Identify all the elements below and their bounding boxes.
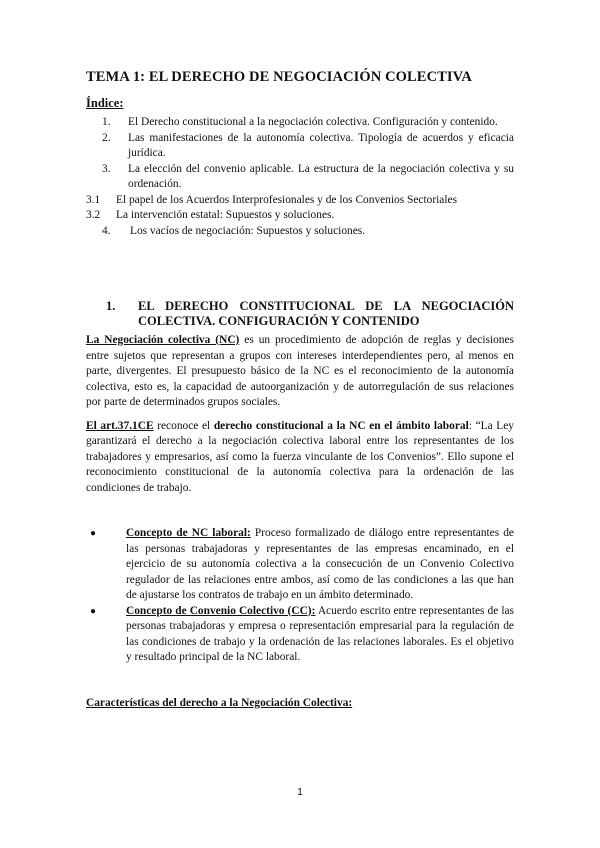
toc-item-text: Las manifestaciones de la autonomía colectiva. Tipología de acuerdos y eficacia jurídica. xyxy=(128,131,514,159)
section-title: EL DERECHO CONSTITUCIONAL DE LA NEGOCIACIÓN COLECTIVA. CONFIGURACIÓN Y CONTENIDO xyxy=(138,299,514,328)
toc-item xyxy=(86,115,514,131)
toc-item xyxy=(86,193,514,209)
list-item-text: Acuerdo escrito entre representantes de las personas trabajadoras y empresa o representación empresarial para la regulación de las condiciones de trabajo y la ordenación de las relaciones laborales. Es el objetivo y resultado principal de la NC laboral. xyxy=(126,604,514,663)
toc-item-text: Los vacíos de negociación: Supuestos y soluciones. xyxy=(130,224,366,237)
paragraph-text: es un procedimiento de adopción de reglas y decisiones entre sujetos que representan a grupos con intereses interdependientes pero, al menos en parte, divergentes. El presupuesto básico de la NC es el reconocimiento de la autonomía colectiva, esto es, la capacidad de autoorganización y de autorregulación de sus relaciones por parte de determinados grupos sociales. xyxy=(86,334,514,408)
toc-item-number: 1. xyxy=(102,116,111,128)
toc-item-number: 3.1 xyxy=(86,193,101,206)
list-item xyxy=(86,526,514,604)
paragraph-nc-definition xyxy=(86,333,514,411)
list-item-body xyxy=(126,604,514,666)
toc-item xyxy=(86,224,514,240)
document-page xyxy=(86,70,514,711)
toc-item-number: 3.2 xyxy=(86,209,101,221)
section-number: 1. xyxy=(106,299,116,313)
list-item-lead: Concepto de NC laboral: xyxy=(126,527,251,539)
paragraph-art-37 xyxy=(86,419,514,497)
toc-item-number: 3. xyxy=(102,162,111,175)
table-of-contents xyxy=(86,115,514,239)
list-item-text: Proceso formalizado de diálogo entre representantes de las personas trabajadoras y representantes de las empresas encaminado, en el ejercicio de su autonomía colectiva a la consecución de un Convenio Colectivo regulador de las relaciones entre ambos, así como de las condiciones a las que han de ajustarse los contratos de trabajo en un ámbito determinado. xyxy=(126,527,514,601)
toc-item xyxy=(86,131,514,162)
toc-item-text: El Derecho constitucional a la negociación colectiva. Configuración y contenido. xyxy=(128,116,498,128)
list-item xyxy=(86,604,514,666)
toc-item-text: La intervención estatal: Supuestos y soluciones. xyxy=(116,209,335,221)
paragraph-bold: derecho constitucional a la NC en el ámbito laboral xyxy=(213,419,469,432)
section-heading xyxy=(86,299,514,329)
bullet-icon: ● xyxy=(90,528,97,539)
toc-item-text: La elección del convenio aplicable. La estructura de la negociación colectiva y su ordenación. xyxy=(128,162,514,190)
list-item-lead: Concepto de Convenio Colectivo (CC): xyxy=(126,604,316,617)
page-number: 1 xyxy=(297,786,303,798)
paragraph-lead: La Negociación colectiva (NC) xyxy=(86,334,240,346)
toc-item xyxy=(86,162,514,193)
toc-item xyxy=(86,208,514,224)
concept-list xyxy=(86,526,514,666)
list-item-body xyxy=(126,526,514,604)
paragraph-connector: reconoce el xyxy=(153,419,214,432)
bullet-icon: ● xyxy=(90,605,97,617)
paragraph-lead: El art.37.1CE xyxy=(86,419,154,432)
toc-item-text: El papel de los Acuerdos Interprofesionales y de los Convenios Sectoriales xyxy=(116,193,458,206)
subheading: Características del derecho a la Negociación Colectiva: xyxy=(86,696,353,709)
index-label: Índice: xyxy=(86,95,124,110)
toc-item-number: 2. xyxy=(102,131,111,144)
document-title: TEMA 1: EL DERECHO DE NEGOCIACIÓN COLECTIVA xyxy=(86,69,472,85)
toc-item-number: 4. xyxy=(102,224,111,237)
paragraph-text: : “La Ley garantizará el derecho a la negociación colectiva laboral entre los representantes de los trabajadores y empresarios, así como la fuerza vinculante de los Convenios”. Ello supone el reconocimiento constitucional de la autonomía colectiva para la ordenación de las condiciones de trabajo. xyxy=(86,419,514,494)
